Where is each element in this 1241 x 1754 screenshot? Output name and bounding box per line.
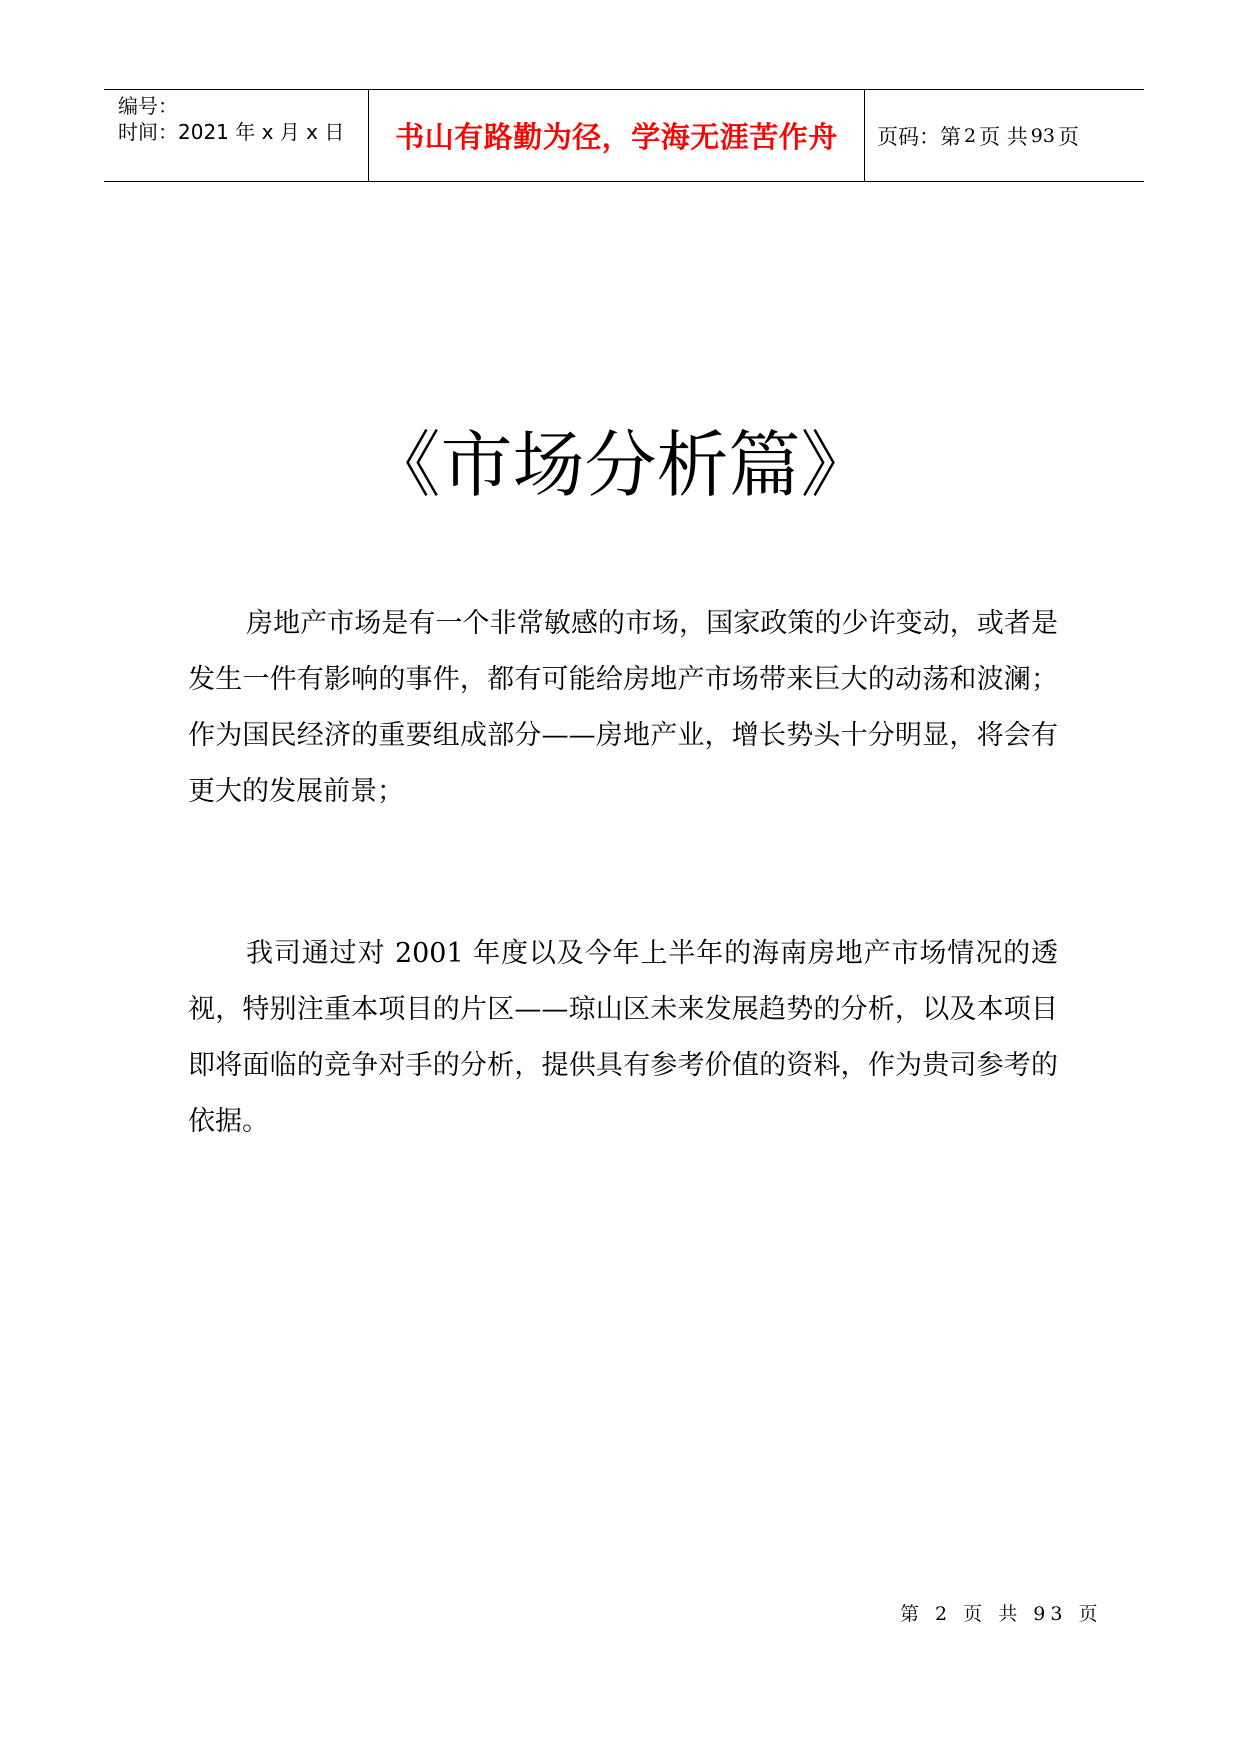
paragraph-intro: 房地产市场是有一个非常敏感的市场，国家政策的少许变动，或者是发生一件有影响的事件，都有可能给房地产市场带来巨大的动荡和波澜；作为国民经济的重要组成部分——房地产业，增长势头十分明显，将会有更大的发展前景； (188, 608, 1058, 807)
page-suffix: 页 (1057, 124, 1079, 149)
header-meta (104, 90, 369, 181)
document-date-label: 时间：2021 年 x 月 x 日 (118, 120, 345, 144)
document-number-label: 编号： (118, 94, 178, 118)
page-current: 2 (964, 124, 977, 147)
header-page-info (865, 90, 1144, 181)
page-total: 93 (1030, 124, 1055, 147)
document-title: 《市场分析篇》 (368, 423, 873, 507)
page-prefix: 页码：第 (877, 124, 961, 149)
footer-page-indicator: 第 2 页 共 93 页 (900, 1603, 1103, 1625)
paragraph-purpose: 我司通过对 2001 年度以及今年上半年的海南房地产市场情况的透视，特别注重本项目的片区——琼山区未来发展趋势的分析，以及本项目即将面临的竞争对手的分析，提供具有参考价值的资料，作为贵司参考的依据。 (188, 938, 1058, 1137)
document-header (104, 89, 1144, 182)
page-middle: 页 共 (979, 124, 1028, 149)
header-motto: 书山有路勤为径，学海无涯苦作舟 (369, 90, 865, 181)
